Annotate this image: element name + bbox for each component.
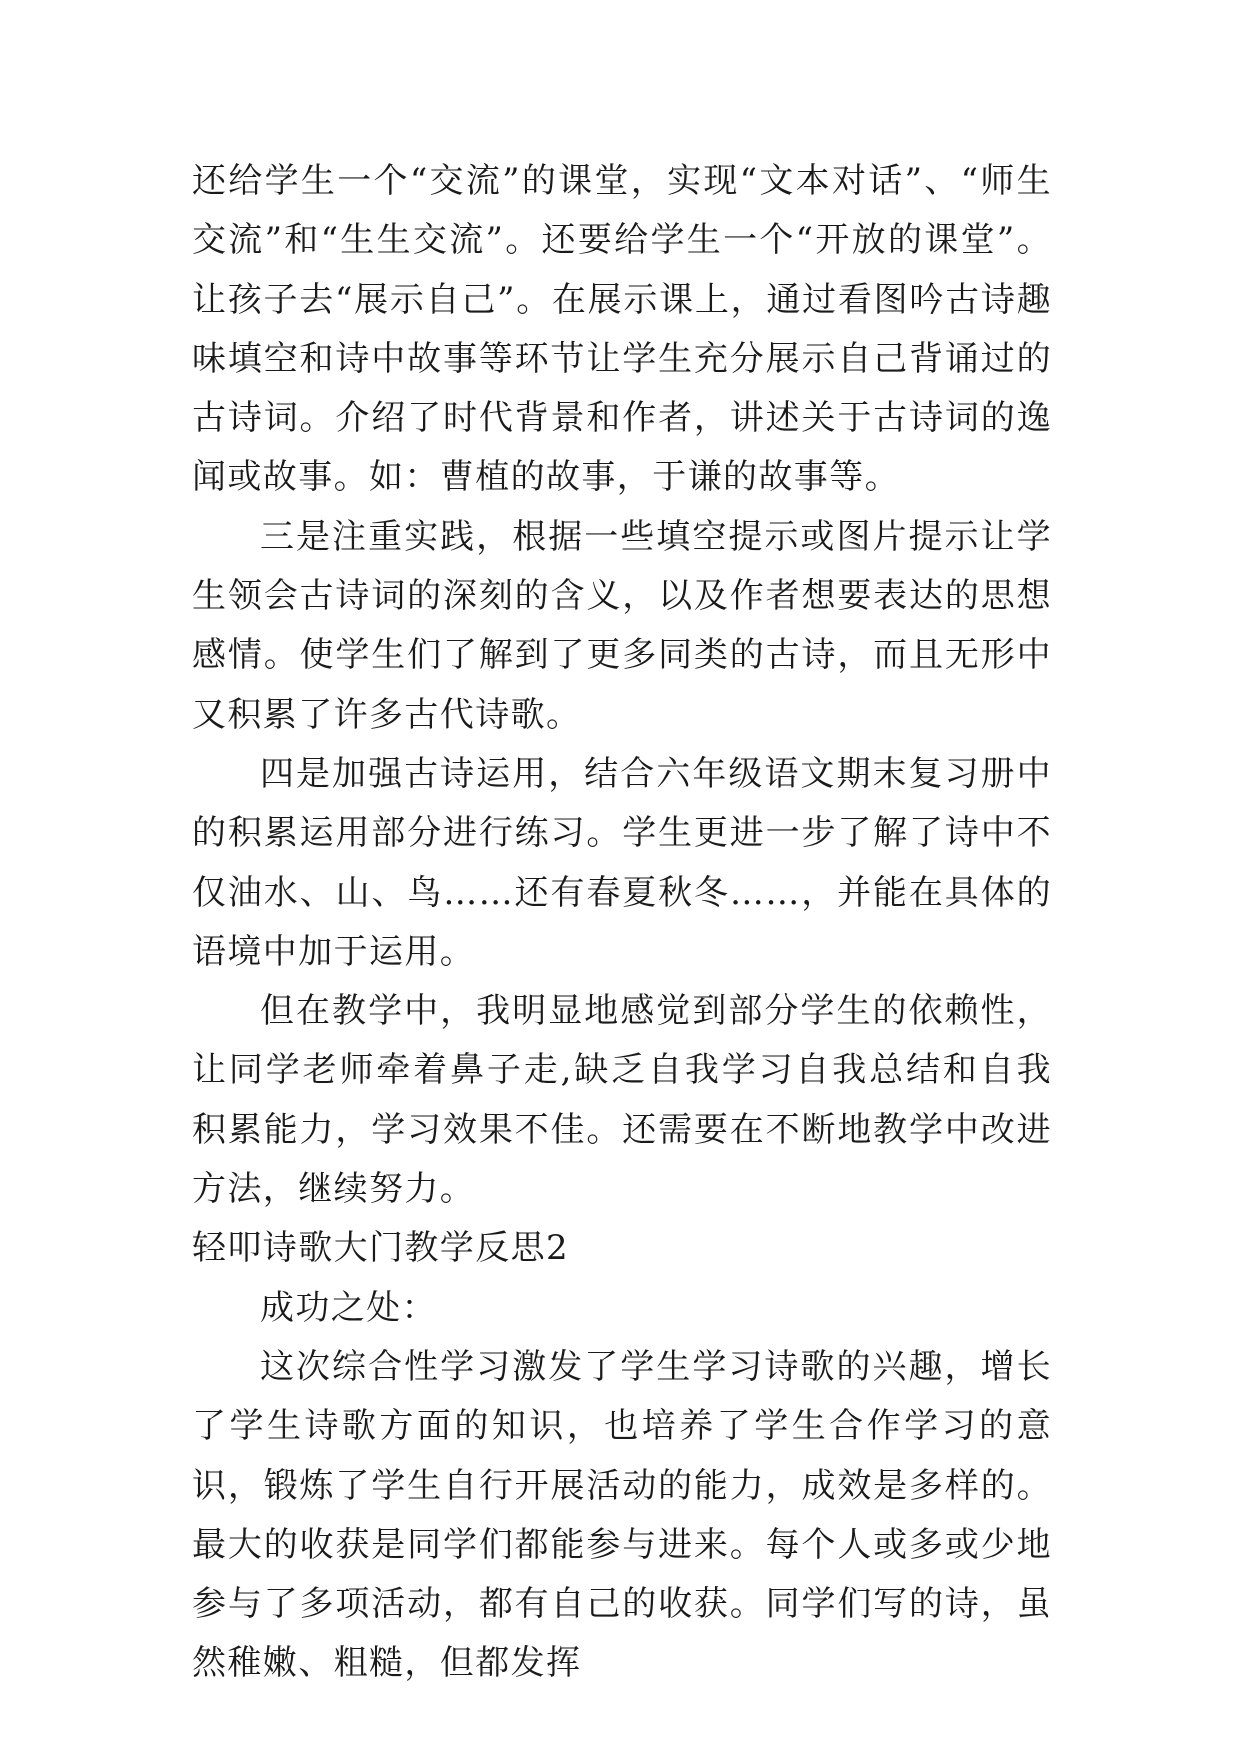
section-title: 轻叩诗歌大门教学反思2 (192, 1228, 570, 1269)
section-paragraph-1: 成功之处： (260, 1287, 437, 1328)
paragraph-2: 三是注重实践，根据一些填空提示或图片提示让学生领会古诗词的深刻的含义，以及作者想要表达的思想感情。使学生们了解到了更多同类的古诗，而且无形中又积累了许多古代诗歌。 (192, 516, 1052, 735)
paragraph-4: 但在教学中，我明显地感觉到部分学生的依赖性，让同学老师牵着鼻子走,缺乏自我学习自我总结和自我积累能力，学习效果不佳。还需要在不断地教学中改进方法，继续努力。 (192, 991, 1052, 1210)
section-paragraph-2: 这次综合性学习激发了学生学习诗歌的兴趣，增长了学生诗歌方面的知识，也培养了学生合作学习的意识，锻炼了学生自行开展活动的能力，成效是多样的。最大的收获是同学们都能参与进来。每个人或多或少地参与了多项活动，都有自己的收获。同学们写的诗，虽然稚嫩、粗糙，但都发挥 (192, 1346, 1052, 1684)
document-body (192, 152, 1052, 1694)
paragraph-1: 还给学生一个“交流”的课堂，实现“文本对话”、“师生交流”和“生生交流”。还要给学生一个“开放的课堂”。让孩子去“展示自己”。在展示课上，通过看图吟古诗趣味填空和诗中故事等环节让学生充分展示自己背诵过的古诗词。介绍了时代背景和作者，讲述关于古诗词的逸闻或故事。如：曹植的故事，于谦的故事等。 (192, 161, 1052, 498)
paragraph-3: 四是加强古诗运用，结合六年级语文期末复习册中的积累运用部分进行练习。学生更进一步了解了诗中不仅油水、山、鸟……还有春夏秋冬……，并能在具体的语境中加于运用。 (192, 753, 1052, 972)
